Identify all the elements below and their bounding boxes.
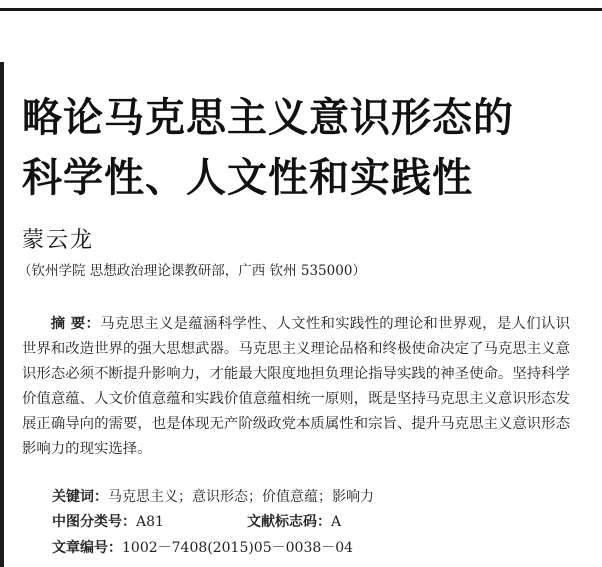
keywords-label: 关键词： [52,489,108,505]
top-rule [0,8,602,11]
abstract-text: 马克思主义是蕴涵科学性、人文性和实践性的理论和世界观，是人们认识世界和改造世界的强大思想武器。马克思主义理论品格和终极使命决定了马克思主义意识形态必须不断提升影响力，才能最大限度地担负理论指导实践的神圣使命。坚持科学价值意蕴、人文价值意蕴和实践价值意蕴相统一原则，既是坚持马克思主义意识形态发展正确导向的需要，也是体现无产阶级政党本质属性和宗旨、提升马克思主义意识形态影响力的现实选择。 [22,316,570,457]
keywords-row [52,486,374,508]
clc-value: A81 [136,514,164,530]
abstract [22,312,570,462]
doc-code-value: A [331,514,342,530]
title-line-2: 科学性、人文性和实践性 [22,155,473,201]
document-code [247,511,341,533]
article-number-value: 1002－7408(2015)05－0038－04 [122,540,354,556]
article-number-label: 文章编号： [52,540,122,556]
article-title [22,88,597,208]
keywords-text: 马克思主义；意识形态；价值意蕴；影响力 [108,489,374,505]
doc-code-label: 文献标志码： [247,514,331,530]
title-line-1: 略论马克思主义意识形态的 [22,95,514,141]
author-affiliation: （钦州学院 思想政治理论课教研部，广西 钦州 535000） [18,263,366,279]
classification-row [52,511,342,533]
author-name: 蒙云龙 [22,228,95,253]
article-number-row [52,537,353,559]
left-margin-bar [0,62,4,567]
abstract-label: 摘 要： [50,316,101,332]
clc-label: 中图分类号： [52,514,136,530]
